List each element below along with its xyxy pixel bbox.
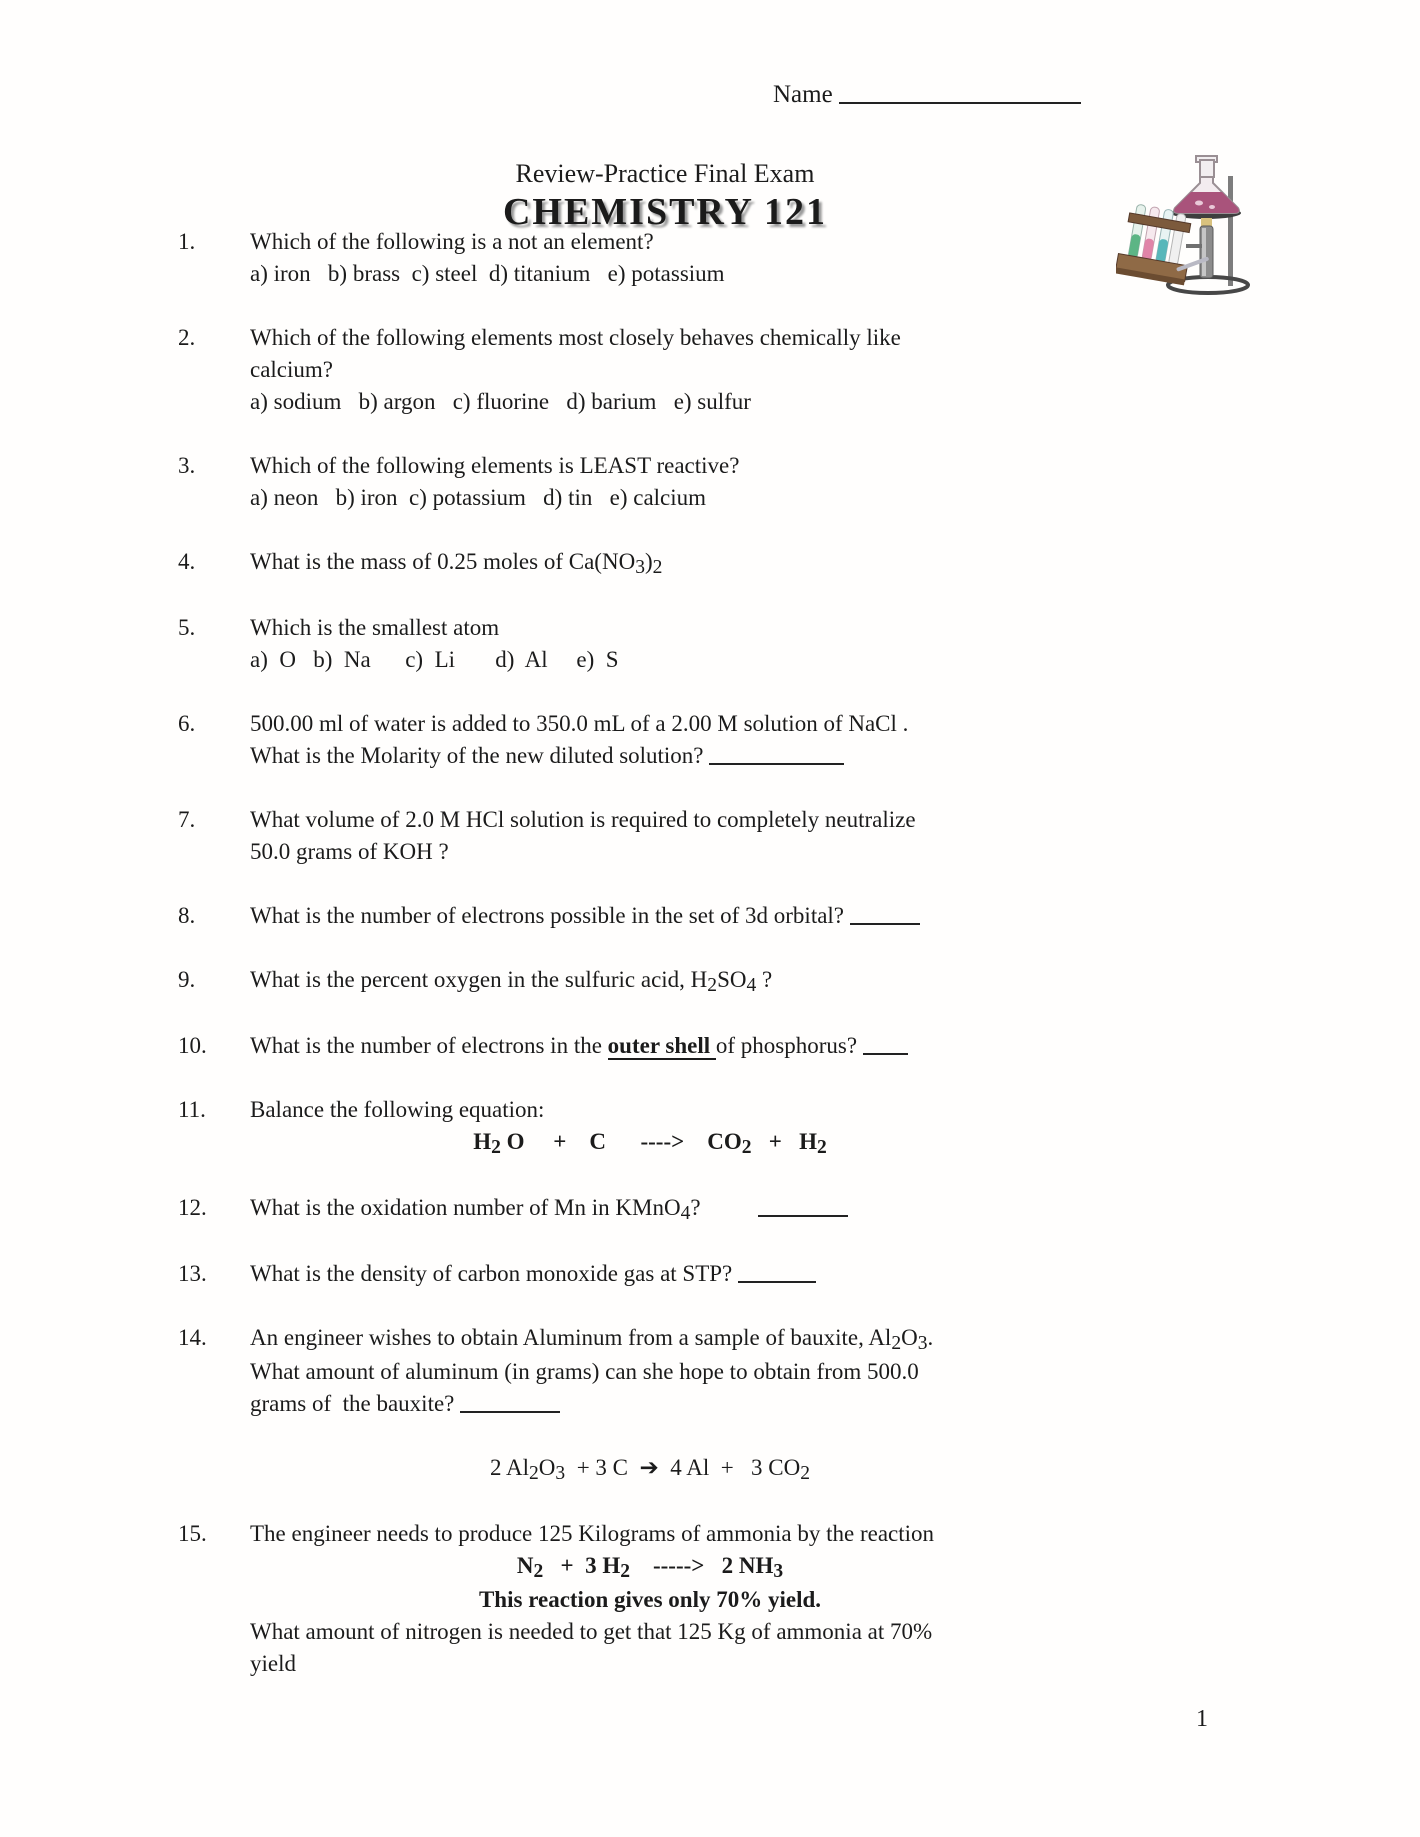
question-item <box>178 1258 1108 1290</box>
equation-line: H2 O + C ----> CO2 + H2 <box>473 1129 827 1158</box>
question-item <box>178 226 1108 290</box>
equation-line: 2 Al2O3 + 3 C ➔ 4 Al + 3 CO2 <box>490 1455 810 1484</box>
question-body <box>250 1094 1108 1160</box>
question-line: Which of the following elements is LEAST reactive? <box>250 453 740 478</box>
test-tube-rack-icon <box>1116 202 1196 285</box>
question-line: What is the percent oxygen in the sulfuric acid, H2SO4 ? <box>250 967 773 996</box>
question-item <box>178 1192 1108 1226</box>
question-number: 14. <box>178 1325 207 1350</box>
question-line: Which is the smallest atom <box>250 615 500 640</box>
question-number: 9. <box>178 967 196 992</box>
question-number: 15. <box>178 1521 207 1546</box>
question-number: 10. <box>178 1033 207 1058</box>
subscript: 3 <box>555 1462 566 1484</box>
question-number: 5. <box>178 615 196 640</box>
question-item <box>178 322 1108 418</box>
answer-blank-line <box>460 1389 560 1413</box>
subscript: 3 <box>635 556 645 578</box>
question-body <box>250 1030 1108 1062</box>
question-line: What amount of aluminum (in grams) can she hope to obtain from 500.0 <box>250 1359 919 1384</box>
question-line: a) sodium b) argon c) fluorine d) barium e) sulfur <box>250 389 751 414</box>
question-body <box>250 612 1108 676</box>
question-body <box>250 450 1108 514</box>
subscript: 2 <box>529 1462 539 1484</box>
question-item <box>178 612 1108 676</box>
answer-blank-line <box>850 901 920 925</box>
question-line: Balance the following equation: <box>250 1097 545 1122</box>
question-number: 7. <box>178 807 196 832</box>
subscript: 3 <box>917 1332 928 1354</box>
name-field-row <box>773 78 1081 109</box>
question-line <box>250 1420 1108 1452</box>
subscript: 2 <box>491 1136 501 1158</box>
question-number: 12. <box>178 1195 207 1220</box>
equation-line: This reaction gives only 70% yield. <box>478 1587 822 1612</box>
question-item <box>178 1030 1108 1062</box>
subscript: 2 <box>741 1136 752 1158</box>
question-body <box>250 546 1108 580</box>
question-line: a) O b) Na c) Li d) Al e) S <box>250 647 619 672</box>
equation-line: N2 + 3 H2 -----> 2 NH3 <box>516 1553 784 1582</box>
question-item <box>178 1518 1108 1680</box>
answer-blank-line <box>758 1193 848 1217</box>
question-item <box>178 708 1108 772</box>
chemistry-lab-clipart <box>1116 148 1256 298</box>
question-line: What is the number of electrons in the outer shell of phosphorus? <box>250 1030 1108 1062</box>
question-line: The engineer needs to produce 125 Kilograms of ammonia by the reaction <box>250 1521 935 1546</box>
question-line: grams of the bauxite? <box>250 1388 1108 1420</box>
answer-blank-line <box>709 741 844 765</box>
question-line: An engineer wishes to obtain Aluminum from a sample of bauxite, Al2O3. <box>250 1325 934 1354</box>
question-body <box>250 1518 1108 1680</box>
subscript: 2 <box>891 1332 902 1354</box>
question-body <box>250 708 1108 772</box>
question-number: 2. <box>178 325 196 350</box>
subscript: 2 <box>707 974 718 996</box>
question-item <box>178 804 1108 868</box>
question-item <box>178 546 1108 580</box>
question-number: 8. <box>178 903 196 928</box>
question-line: What amount of nitrogen is needed to get that 125 Kg of ammonia at 70% <box>250 1619 933 1644</box>
subscript: 4 <box>746 974 757 996</box>
question-line: Which of the following is a not an element? <box>250 229 654 254</box>
question-line: What volume of 2.0 M HCl solution is required to completely neutralize <box>250 807 916 832</box>
question-number: 3. <box>178 453 196 478</box>
question-line: What is the Molarity of the new diluted solution? <box>250 740 1108 772</box>
question-line: a) neon b) iron c) potassium d) tin e) calcium <box>250 485 707 510</box>
question-body <box>250 1192 1108 1226</box>
question-body <box>250 1322 1108 1486</box>
subscript: 2 <box>652 556 663 578</box>
question-line: 50.0 grams of KOH ? <box>250 839 449 864</box>
question-body <box>250 322 1108 418</box>
subscript: 2 <box>620 1560 630 1582</box>
name-blank-line <box>839 78 1081 104</box>
question-line: calcium? <box>250 357 334 382</box>
question-line: What is the mass of 0.25 moles of Ca(NO3)2 <box>250 549 663 578</box>
question-number: 6. <box>178 711 196 736</box>
question-line: Which of the following elements most closely behaves chemically like <box>250 325 901 350</box>
question-item <box>178 900 1108 932</box>
question-number: 11. <box>178 1097 206 1122</box>
answer-blank-line <box>863 1031 908 1055</box>
question-body <box>250 226 1108 290</box>
name-label: Name <box>773 80 833 108</box>
question-body <box>250 1258 1108 1290</box>
subscript: 4 <box>680 1202 691 1224</box>
subscript: 2 <box>800 1462 810 1484</box>
question-line: 500.00 ml of water is added to 350.0 mL of a 2.00 M solution of NaCl . <box>250 711 909 736</box>
question-number: 1. <box>178 229 196 254</box>
exam-subtitle: Review-Practice Final Exam <box>515 159 815 188</box>
question-body <box>250 804 1108 868</box>
answer-blank-line <box>738 1259 816 1283</box>
emphasized-text: outer shell <box>607 1033 716 1058</box>
question-item <box>178 450 1108 514</box>
question-line: What is the density of carbon monoxide gas at STP? <box>250 1258 1108 1290</box>
question-number: 4. <box>178 549 196 574</box>
question-item <box>178 1322 1108 1486</box>
question-number: 13. <box>178 1261 207 1286</box>
question-body <box>250 900 1108 932</box>
question-item <box>178 964 1108 998</box>
subscript: 3 <box>773 1560 784 1582</box>
subscript: 2 <box>817 1136 827 1158</box>
question-line: What is the number of electrons possible in the set of 3d orbital? <box>250 900 1108 932</box>
exam-title: CHEMISTRY 121 <box>502 191 828 233</box>
page-number: 1 <box>1196 1706 1208 1732</box>
questions-list <box>178 226 1108 1712</box>
question-body <box>250 964 1108 998</box>
question-line: a) iron b) brass c) steel d) titanium e) potassium <box>250 261 725 286</box>
question-line: What is the oxidation number of Mn in KMnO4? <box>250 1192 1108 1226</box>
question-item <box>178 1094 1108 1160</box>
subscript: 2 <box>533 1560 544 1582</box>
question-line: yield <box>250 1651 296 1676</box>
